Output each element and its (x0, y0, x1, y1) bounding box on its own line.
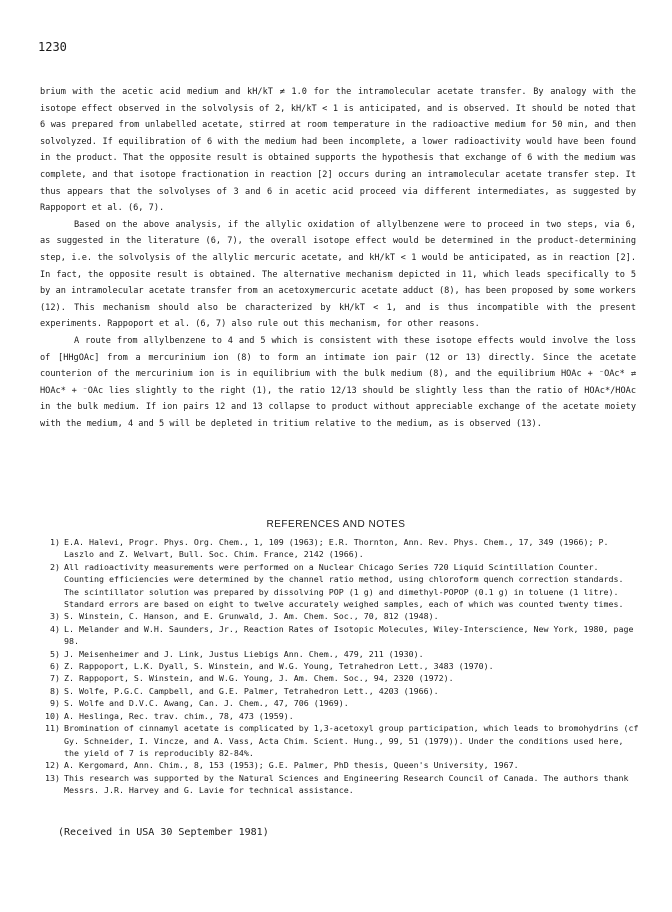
reference-text: Z. Rappoport, L.K. Dyall, S. Winstein, and W.G. Young, Tetrahedron Lett., 3483 (1970). (64, 661, 494, 672)
reference-number: 2) (50, 561, 60, 572)
page-number: 1230 (38, 40, 67, 54)
reference-text: A. Kergomard, Ann. Chim., 8, 153 (1953); G.E. Palmer, PhD thesis, Queen's University, 1967. (64, 760, 519, 771)
reference-number: 10) (45, 710, 60, 721)
reference-text: J. Meisenheimer and J. Link, Justus Liebigs Ann. Chem., 479, 211 (1930). (64, 648, 424, 659)
references-list (36, 536, 640, 797)
reference-number: 1) (50, 537, 60, 547)
reference-item (36, 759, 640, 771)
reference-text: L. Melander and W.H. Saunders, Jr., Reaction Rates of Isotopic Molecules, Wiley-Interscience, New York, 1980, page 98. (64, 623, 634, 647)
reference-item (36, 561, 640, 611)
reference-number: 3) (50, 611, 60, 622)
reference-item (36, 710, 640, 722)
reference-text: All radioactivity measurements were performed on a Nuclear Chicago Series 720 Liquid Scintillation Counter. Counting efficiencies were determined by the channel ratio method, using chloroform quench correction standards. The scintillator solution was prepared by dissolving POP (1 g) and dimethyl-POPOP (0.1 g) in toluene (1 litre). Standard errors are based on eight to twelve accurately weighed samples, each of which was counted twenty times. (64, 561, 624, 610)
reference-text: Bromination of cinnamyl acetate is complicated by 1,3-acetoxyl group participation, which leads to bromohydrins (cf Gy. Schneider, I. Vincze, and A. Vass, Acta Chim. Scient. Hung., 99, 51 (1979)). Under the conditions used here, the yield of 7 is reproducibly 82-84%. (64, 723, 639, 758)
reference-number: 11) (45, 723, 60, 734)
paragraph-2: Based on the above analysis, if the allylic oxidation of allylbenzene were to proceed in two steps, via 6, as suggested in the literature (6, 7), the overall isotope effect would be determined in the product-determining step, i.e. the solvolysis of the allylic mercuric acetate, and kH/kT < 1 would be anticipated, as in reaction [2]. In fact, the opposite result is obtained. The alternative mechanism depicted in 11, which leads specifically to 5 by an intramolecular acetate transfer from an acetoxymercuric acetate adduct (8), has been proposed by some workers (12). This mechanism should also be characterized by kH/kT < 1, and is thus incompatible with the present experiments. Rappoport et al. (6, 7) also rule out this mechanism, for other reasons. (40, 219, 636, 330)
reference-text: A. Heslinga, Rec. trav. chim., 78, 473 (1959). (64, 710, 294, 721)
reference-text: S. Wolfe, P.G.C. Campbell, and G.E. Palmer, Tetrahedron Lett., 4203 (1966). (64, 685, 439, 696)
references-heading: REFERENCES AND NOTES (266, 519, 406, 530)
paragraph-3: A route from allylbenzene to 4 and 5 which is consistent with these isotope effects would involve the loss of [HHgOAc] from a mercurinium ion (8) to form an intimate ion pair (12 or 13) directly. Since the acetate counterion of the mercurinium ion is in equilibrium with the bulk medium (8), and the equilibrium HOAc + ⁻OAc* ⇄ HOAc* + ⁻OAc lies slightly to the right (1), the ratio 12/13 should be slightly less than the ratio of HOAc*/HOAc in the bulk medium. If ion pairs 12 and 13 collapse to product without appreciable exchange of the acetate moiety with the medium, 4 and 5 will be depleted in tritium relative to the medium, as is observed (13). (40, 335, 636, 429)
reference-number: 12) (45, 760, 60, 771)
reference-item (36, 610, 640, 622)
reference-item (36, 648, 640, 660)
reference-item (36, 536, 640, 561)
paragraph-1: brium with the acetic acid medium and kH/kT ≠ 1.0 for the intramolecular acetate transfer. By analogy with the isotope effect observed in the solvolysis of 2, kH/kT < 1 is anticipated, and is observed. It should be noted that 6 was prepared from unlabelled acetate, stirred at room temperature in the radioactive medium for 50 min, and then solvolyzed. If equilibration of 6 with the medium had been incomplete, a lower radioactivity would have been found in the product. That the opposite result is obtained supports the hypothesis that exchange of 6 with the medium was complete, and that isotope fractionation in reaction [2] occurs during an intramolecular acetate transfer step. It thus appears that the solvolyses of 3 and 6 in acetic acid proceed via different intermediates, as suggested by Rappoport et al. (6, 7). (40, 87, 636, 214)
reference-item (36, 685, 640, 697)
reference-number: 7) (50, 673, 60, 684)
reference-text: S. Winstein, C. Hanson, and E. Grunwald, J. Am. Chem. Soc., 70, 812 (1948). (64, 611, 439, 622)
reference-item (36, 660, 640, 672)
body-text (40, 84, 636, 432)
reference-number: 4) (50, 623, 60, 634)
reference-item (36, 697, 640, 709)
reference-text: E.A. Halevi, Progr. Phys. Org. Chem., 1, 109 (1963); E.R. Thornton, Ann. Rev. Phys. Chem., 17, 349 (1966); P. Laszlo and Z. Welvart, Bull. Soc. Chim. France, 2142 (1966). (64, 537, 609, 560)
reference-text: This research was supported by the Natural Sciences and Engineering Research Council of Canada. The authors thank Messrs. J.R. Harvey and G. Lavie for technical assistance. (64, 772, 629, 796)
reference-number: 5) (50, 648, 60, 659)
reference-number: 13) (45, 772, 60, 783)
reference-item (36, 672, 640, 684)
received-date: (Received in USA 30 September 1981) (58, 827, 269, 838)
reference-item (36, 722, 640, 759)
reference-number: 8) (50, 685, 60, 696)
reference-number: 6) (50, 661, 60, 672)
reference-item (36, 772, 640, 797)
reference-text: S. Wolfe and D.V.C. Awang, Can. J. Chem., 47, 706 (1969). (64, 698, 349, 709)
reference-item (36, 623, 640, 648)
reference-text: Z. Rappoport, S. Winstein, and W.G. Young, J. Am. Chem. Soc., 94, 2320 (1972). (64, 673, 454, 684)
reference-number: 9) (50, 698, 60, 709)
